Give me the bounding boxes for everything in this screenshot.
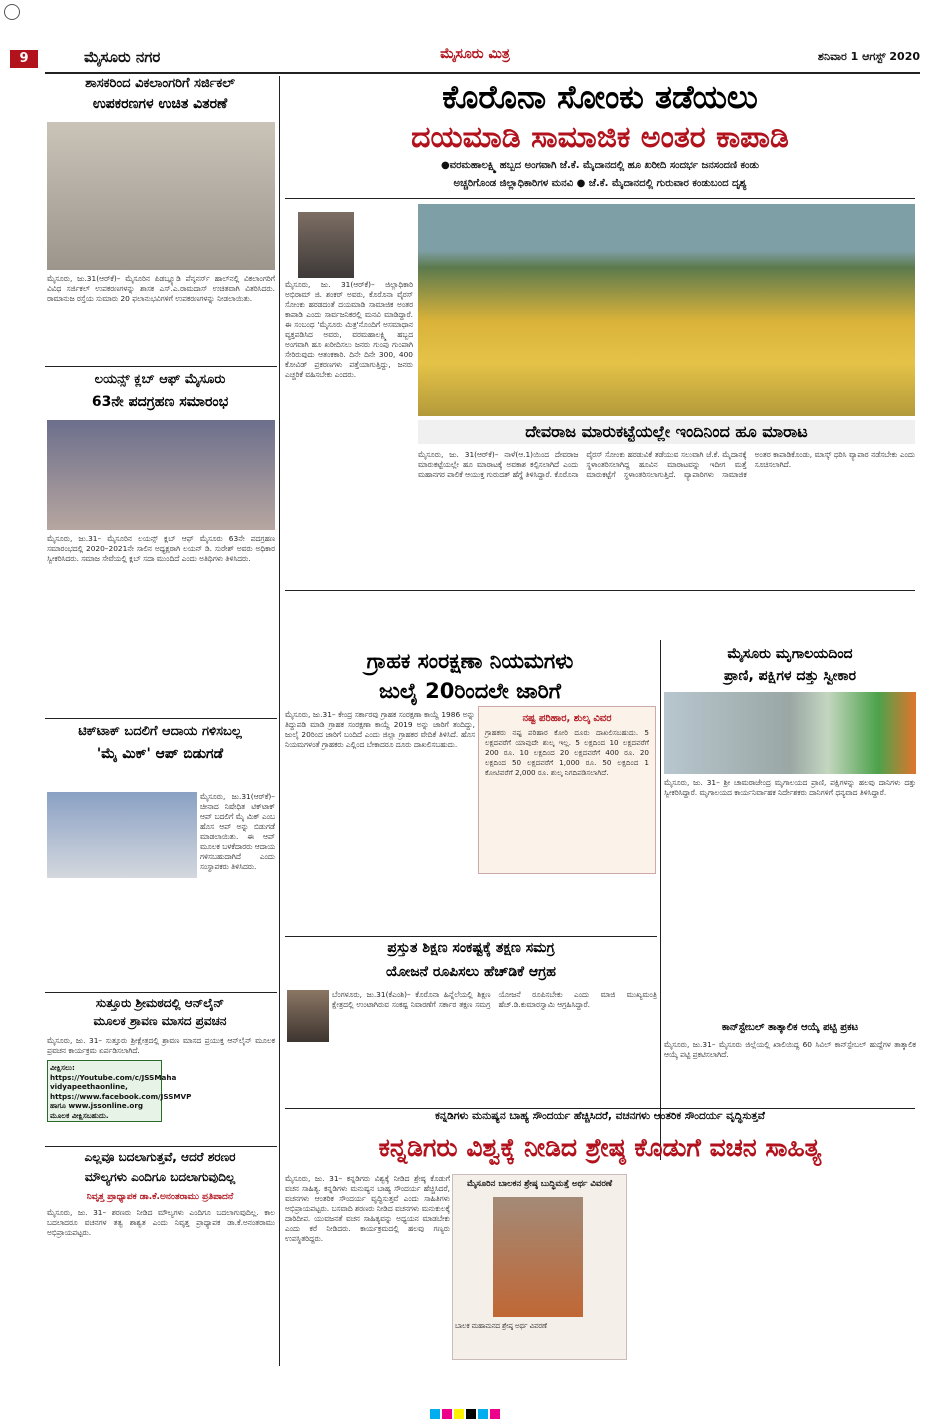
vachana-headline: ಕನ್ನಡಿಗರು ವಿಶ್ವಕ್ಕೆ ನೀಡಿದ ಶ್ರೇಷ್ಠ ಕೊಡುಗೆ ವಚನ ಸಾಹಿತ್ಯ [378,1133,822,1162]
lead-deck: ಅಚ್ಚರಿಗೊಂಡ ಜಿಲ್ಲಾಧಿಕಾರಿಗಳ ಮನವಿ ● ಜೆ.ಕೆ. ಮೈದಾನದಲ್ಲಿ ಗುರುವಾರ ಕಂಡುಬಂದ ದೃಶ್ಯ [453,178,747,189]
fee-box-body: ಗ್ರಾಹಕರು ನಷ್ಟ ಪರಿಹಾರ ಕೋರಿ ದೂರು ದಾಖಲಿಸಬಹುದು. 5 ಲಕ್ಷದವರೆಗೆ ಯಾವುದೇ ಶುಲ್ಕ ಇಲ್ಲ. 5 ಲಕ್ಷದಿಂದ 10 ಲಕ್ಷದವರೆಗೆ 200 ರೂ. 10 ಲಕ್ಷದಿಂದ 20 ಲಕ್ಷದವರೆಗೆ 400 ರೂ. 20 ಲಕ್ಷದಿಂದ 50 ಲಕ್ಷದವರೆಗೆ 1,000 ರೂ. 50 ಲಕ್ಷದಿಂದ 1 ಕೋಟಿವರೆಗೆ 2,000 ರೂ. ಶುಲ್ಕ ನಿಗದಿಪಡಿಸಲಾಗಿದೆ. [485,728,649,777]
lead-headline-red: ದಯಮಾಡಿ ಸಾಮಾಜಿಕ ಅಂತರ ಕಾಪಾಡಿ [411,120,789,155]
flower-market-body: ಮೈಸೂರು, ಜು. 31(ಆರ್‌ಕೆ)– ನಾಳೆ(ಆ.1)ಯಿಂದ ದೇವರಾಜ ಮಾರುಕಟ್ಟೆಯಲ್ಲೇ ಹೂ ಮಾರಾಟಕ್ಕೆ ಅವಕಾಶ ಕಲ್ಪಿಸಲಾಗಿದೆ ಎಂದು ಮಹಾನಗರ ಪಾಲಿಕೆ ಆಯುಕ್ತ ಗುರುದತ್ ಹೆಗ್ಡೆ ತಿಳಿಸಿದ್ದಾರೆ. ಕೊರೊನಾ ವೈರಸ್ ಸೋಂಕು ಹರಡುವಿಕೆ ತಡೆಯುವ ಸಲುವಾಗಿ ಜೆ.ಕೆ. ಮೈದಾನಕ್ಕೆ ಸ್ಥಳಾಂತರಿಸಲಾಗಿದ್ದ ಹೂವಿನ ಮಾರಾಟವನ್ನು ಇದೀಗ ಮತ್ತೆ ಮಾರುಕಟ್ಟೆಗೆ ಸ್ಥಳಾಂತರಿಸಲಾಗುತ್ತಿದೆ. ವ್ಯಾಪಾರಿಗಳು ಸಾಮಾಜಿಕ ಅಂತರ ಕಾಪಾಡಿಕೊಂಡು, ಮಾಸ್ಕ್ ಧರಿಸಿ ವ್ಯಾಪಾರ ನಡೆಸಬೇಕು ಎಂದು ಸೂಚಿಸಲಾಗಿದೆ. [418,450,915,479]
online-links-box: ವೀಕ್ಷಿಸಲು: https://Youtube.com/c/JSSMaha vidyapeethaonline, https://www.facebook.com/JSSMVP ಹಾಗೂ www.jssonline.org ಮೂಲಕ ವೀಕ್ಷಿಸಬಹುದು. [47,1060,162,1122]
zoo-headline: ಮೈಸೂರು ಮೃಗಾಲಯದಿಂದ [727,646,853,662]
collector-photo [298,212,354,278]
story-headline: ಮೌಲ್ಯಗಳು ಎಂದಿಗೂ ಬದಲಾಗುವುದಿಲ್ಲ [84,1170,236,1184]
flower-market-headline: ದೇವರಾಜ ಮಾರುಕಟ್ಟೆಯಲ್ಲೇ ಇಂದಿನಿಂದ ಹೂ ಮಾರಾಟ [418,420,915,444]
lead-body: ಮೈಸೂರು, ಜು. 31(ಆರ್‌ಕೆ)– ಜಿಲ್ಲಾಧಿಕಾರಿ ಅಭಿರಾಮ್ ಜಿ. ಶಂಕರ್ ಅವರು, ಕೊರೊನಾ ವೈರಸ್ ಸೋಂಕು ಹರಡದಂತೆ ದಯಮಾಡಿ ಸಾಮಾಜಿಕ ಅಂತರ ಕಾಪಾಡಿ ಎಂದು ಸಾರ್ವಜನಿಕರಲ್ಲಿ ಮನವಿ ಮಾಡಿದ್ದಾರೆ. ಈ ಸಂಬಂಧ 'ಮೈಸೂರು ಮಿತ್ರ'ನೊಂದಿಗೆ ಅಸಮಾಧಾನ ವ್ಯಕ್ತಪಡಿಸಿದ ಅವರು, ವರಮಹಾಲಕ್ಷ್ಮಿ ಹಬ್ಬದ ಅಂಗವಾಗಿ ಹೂ ಖರೀದಿಸಲು ಜನರು ಗುಂಪು ಗುಂಪಾಗಿ ಸೇರಿರುವುದು ಆತಂಕಕಾರಿ. ದಿನೇ ದಿನೇ 300, 400 ಕೋವಿಡ್ ಪ್ರಕರಣಗಳು ಪತ್ತೆಯಾಗುತ್ತಿದ್ದು, ಜನರು ಎಚ್ಚರಿಕೆ ವಹಿಸಬೇಕು ಎಂದರು. [285,280,413,379]
zoo-body: ಮೈಸೂರು, ಜು. 31– ಶ್ರೀ ಚಾಮರಾಜೇಂದ್ರ ಮೃಗಾಲಯದ ಪ್ರಾಣಿ, ಪಕ್ಷಿಗಳನ್ನು ಹಲವು ದಾನಿಗಳು ದತ್ತು ಸ್ವೀಕರಿಸಿದ್ದಾರೆ. ಮೃಗಾಲಯದ ಕಾರ್ಯನಿರ್ವಾಹಕ ನಿರ್ದೇಶಕರು ದಾನಿಗಳಿಗೆ ಧನ್ಯವಾದ ತಿಳಿಸಿದ್ದಾರೆ. [664,778,916,797]
surgical-equipment-photo [47,122,275,270]
vachana-body-cont [630,1174,915,1360]
lions-club-photo [47,420,275,530]
lead-headline: ಕೊರೊನಾ ಸೋಂಕು ತಡೆಯಲು [442,78,758,116]
story-headline: ಮೂಲಕ ಶ್ರಾವಣ ಮಾಸದ ಪ್ರವಚನ [93,1014,227,1028]
zoo-headline: ಪ್ರಾಣಿ, ಪಕ್ಷಿಗಳ ದತ್ತು ಸ್ವೀಕಾರ [724,668,856,684]
section-title: ಮೈಸೂರು ನಗರ [84,48,161,66]
kumaraswamy-photo [287,990,329,1042]
story-body: ಮೈಸೂರು, ಜು.31(ಆರ್‌ಕೆ)– ಮೈಸೂರಿನ ಪಿಡಬ್ಲ್ಯೂಡಿ ಪೆನ್ಶನರ್ಸ್ ಹಾಲ್‌ನಲ್ಲಿ ವಿಕಲಾಂಗರಿಗೆ ವಿವಿಧ ಸರ್ಜಿಕಲ್ ಉಪಕರಣಗಳನ್ನು ಶಾಸಕ ಎಸ್.ಎ.ರಾಮದಾಸ್ ಉಚಿತವಾಗಿ ವಿತರಿಸಿದರು. ರಾಮಾನುಜ ರಸ್ತೆಯ ಸುಮಾರು 20 ಫಲಾನುಭವಿಗಳಿಗೆ ಉಪಕರಣಗಳನ್ನು ನೀಡಲಾಯಿತು. [47,274,275,303]
boy-sidebar-title: ಮೈಸೂರಿನ ಬಾಲಕನ ಶ್ರೇಷ್ಠ ಬುದ್ಧಿಮತ್ತೆ ಅರ್ಥ ವಿವರಣೆ [466,1179,613,1189]
story-headline: ಸುತ್ತೂರು ಶ್ರೀಮಠದಲ್ಲಿ ಆನ್‌ಲೈನ್ [95,996,225,1010]
vachana-kicker: ಕನ್ನಡಿಗಳು ಮನುಷ್ಯನ ಬಾಹ್ಯ ಸೌಂದರ್ಯ ಹೆಚ್ಚಿಸಿದರೆ, ವಚನಗಳು ಆಂತರಿಕ ಸೌಂದರ್ಯ ವೃದ್ಧಿಸುತ್ತವೆ [435,1110,765,1122]
lead-body-side [356,202,412,280]
constable-headline: ಕಾನ್‌ಸ್ಟೇಬಲ್ ತಾತ್ಕಾಲಿಕ ಆಯ್ಕೆ ಪಟ್ಟಿ ಪ್ರಕಟ [721,1022,859,1033]
fee-box-title: ನಷ್ಟ ಪರಿಹಾರ, ಶುಲ್ಕ ವಿವರ [522,713,612,724]
story-body-lead [47,772,275,790]
story-body: ಮೈಸೂರು, ಜು. 31– ಸುತ್ತೂರು ಶ್ರೀಕ್ಷೇತ್ರದಲ್ಲಿ ಶ್ರಾವಣ ಮಾಸದ ಪ್ರಯುಕ್ತ ಆನ್‌ಲೈನ್ ಮೂಲಕ ಪ್ರವಚನ ಕಾರ್ಯಕ್ರಮ ಏರ್ಪಡಿಸಲಾಗಿದೆ. [47,1036,275,1055]
page-number: 9 [19,51,29,66]
story-headline: ಉಪಕರಣಗಳ ಉಚಿತ ವಿತರಣೆ [92,96,228,112]
story-headline: ಶಾಸಕರಿಂದ ವಿಕಲಾಂಗರಿಗೆ ಸರ್ಜಿಕಲ್ [85,76,235,91]
boy-photo [493,1197,583,1317]
deer-parrot-photo [664,692,916,774]
consumer-body-cont [478,878,656,934]
story-headline: 63ನೇ ಪದಗ್ರಹಣ ಸಮಾರಂಭ [91,394,229,410]
story-body: ಮೈಸೂರು, ಜು. 31– ಶರಣರು ನೀಡಿದ ಮೌಲ್ಯಗಳು ಎಂದಿಗೂ ಬದಲಾಗುವುದಿಲ್ಲ. ಕಾಲ ಬದಲಾದರೂ ವಚನಗಳ ತತ್ವ ಶಾಶ್ವತ ಎಂದು ನಿವೃತ್ತ ಪ್ರಾಧ್ಯಾಪಕ ಡಾ.ಕೆ.ಅನಂತರಾಮು ಅಭಿಪ್ರಾಯಪಟ್ಟರು. [47,1208,275,1237]
consumer-headline: ಗ್ರಾಹಕ ಸಂರಕ್ಷಣಾ ನಿಯಮಗಳು [366,649,574,673]
page-number-badge [10,50,38,68]
registration-mark [4,4,20,20]
story-headline: ಎಲ್ಲವೂ ಬದಲಾಗುತ್ತವೆ, ಆದರೆ ಶರಣರ [84,1150,236,1164]
constable-body: ಮೈಸೂರು, ಜು.31– ಮೈಸೂರು ಜಿಲ್ಲೆಯಲ್ಲಿ ಖಾಲಿಯಿದ್ದ 60 ಸಿವಿಲ್ ಕಾನ್‌ಸ್ಟೇಬಲ್ ಹುದ್ದೆಗಳ ತಾತ್ಕಾಲಿಕ ಆಯ್ಕೆ ಪಟ್ಟಿ ಪ್ರಕಟಿಸಲಾಗಿದೆ. [664,1040,916,1059]
education-headline: ಯೋಜನೆ ರೂಪಿಸಲು ಹೆಚ್‌ಡಿಕೆ ಆಗ್ರಹ [386,964,556,980]
story-headline: 'ಮೈ ಮಿಕ್' ಆಪ್ ಬಿಡುಗಡೆ [96,746,224,762]
story-body: ಮೈಸೂರು, ಜು.31– ಮೈಸೂರಿನ ಲಯನ್ಸ್ ಕ್ಲಬ್ ಆಫ್ ಮೈಸೂರು 63ನೇ ಪದಗ್ರಹಣ ಸಮಾರಂಭದಲ್ಲಿ 2020–2021ನೇ ಸಾಲಿನ ಅಧ್ಯಕ್ಷರಾಗಿ ಲಯನ್ ಡಿ. ಸುರೇಶ್ ಅವರು ಅಧಿಕಾರ ಸ್ವೀಕರಿಸಿದರು. ಸಮಾಜ ಸೇವೆಯಲ್ಲಿ ಕ್ಲಬ್ ಸದಾ ಮುಂದಿದೆ ಎಂದು ಅತಿಥಿಗಳು ತಿಳಿಸಿದರು. [47,534,275,563]
story-body-cont [166,1060,275,1140]
story-headline: ಲಯನ್ಸ್ ಕ್ಲಬ್ ಆಫ್ ಮೈಸೂರು [94,372,226,387]
column-divider [279,76,280,1366]
masthead-rule [45,72,920,74]
paper-name: ಮೈಸೂರು ಮಿತ್ರ [440,46,510,62]
education-body: ಬೆಂಗಳೂರು, ಜು.31(ಕೆಎಂಶಿ)– ಕೊರೊನಾ ಹಿನ್ನೆಲೆಯಲ್ಲಿ ಶಿಕ್ಷಣ ಕ್ಷೇತ್ರದಲ್ಲಿ ಉಂಟಾಗಿರುವ ಸಂಕಷ್ಟ ನಿವಾರಣೆಗೆ ಸರ್ಕಾರ ತಕ್ಷಣ ಸಮಗ್ರ ಯೋಜನೆ ರೂಪಿಸಬೇಕು ಎಂದು ಮಾಜಿ ಮುಖ್ಯಮಂತ್ರಿ ಹೆಚ್.ಡಿ.ಕುಮಾರಸ್ವಾಮಿ ಆಗ್ರಹಿಸಿದ್ದಾರೆ. [332,990,657,1009]
boy-sidebar [452,1174,627,1360]
story-headline: ಟಿಕ್‌ಟಾಕ್ ಬದಲಿಗೆ ಆದಾಯ ಗಳಿಸಬಲ್ಲ [78,724,242,739]
consumer-headline: ಜುಲೈ 20ರಿಂದಲೇ ಜಾರಿಗೆ [379,679,561,703]
app-launch-photo [47,792,197,878]
story-body: ಮೈಸೂರು, ಜು.31(ಆರ್‌ಕೆ)– ಚೀನಾದ ನಿಷೇಧಿತ ಟಿಕ್‌ಟಾಕ್ ಆಪ್ ಬದಲಿಗೆ ಮೈ ಮಿಕ್ ಎಂಬ ಹೊಸ ಆಪ್ ಅನ್ನು ಬಿಡುಗಡೆ ಮಾಡಲಾಯಿತು. ಈ ಆಪ್ ಮೂಲಕ ಬಳಕೆದಾರರು ಆದಾಯ ಗಳಿಸಬಹುದಾಗಿದೆ ಎಂದು ಸಂಸ್ಥಾಪಕರು ತಿಳಿಸಿದರು. [200,792,275,871]
page-date: ಶನಿವಾರ 1 ಆಗಸ್ಟ್ 2020 [817,50,920,63]
story-kicker: ನಿವೃತ್ತ ಪ್ರಾಧ್ಯಾಪಕ ಡಾ.ಕೆ.ಅನಂತರಾಮು ಪ್ರತಿಪಾದನೆ [86,1192,234,1202]
fee-info-box [478,706,656,874]
vachana-body: ಮೈಸೂರು, ಜು. 31– ಕನ್ನಡಿಗರು ವಿಶ್ವಕ್ಕೆ ನೀಡಿದ ಶ್ರೇಷ್ಠ ಕೊಡುಗೆ ವಚನ ಸಾಹಿತ್ಯ. ಕನ್ನಡಿಗಳು ಮನುಷ್ಯನ ಬಾಹ್ಯ ಸೌಂದರ್ಯ ಹೆಚ್ಚಿಸಿದರೆ, ವಚನಗಳು ಆಂತರಿಕ ಸೌಂದರ್ಯ ವೃದ್ಧಿಸುತ್ತವೆ ಎಂದು ಸಾಹಿತಿಗಳು ಅಭಿಪ್ರಾಯಪಟ್ಟರು. ಬಸವಾದಿ ಶರಣರು ನೀಡಿದ ವಚನಗಳು ಮನುಕುಲಕ್ಕೆ ದಾರಿದೀಪ. ಯುವಜನತೆ ವಚನ ಸಾಹಿತ್ಯವನ್ನು ಅಧ್ಯಯನ ಮಾಡಬೇಕು ಎಂದು ಕರೆ ನೀಡಿದರು. ಕಾರ್ಯಕ್ರಮದಲ್ಲಿ ಹಲವು ಗಣ್ಯರು ಉಪಸ್ಥಿತರಿದ್ದರು. [285,1174,450,1243]
color-registration-bar [430,1404,550,1418]
education-headline: ಪ್ರಸ್ತುತ ಶಿಕ್ಷಣ ಸಂಕಷ್ಟಕ್ಕೆ ತಕ್ಷಣ ಸಮಗ್ರ [387,940,555,956]
boy-photo-caption: ಬಾಲಕ ಮಹಾಮನದ ಶ್ರೇಷ್ಠ ಅರ್ಥ ವಿವರಣೆ [455,1322,547,1330]
lead-deck: ●ವರಮಹಾಲಕ್ಷ್ಮಿ ಹಬ್ಬದ ಅಂಗವಾಗಿ ಜೆ.ಕೆ. ಮೈದಾನದಲ್ಲಿ ಹೂ ಖರೀದಿ ಸಂದರ್ಭ ಜನಸಂದಣಿ ಕಂಡು [440,160,760,171]
flower-market-crowd-photo [418,204,915,416]
consumer-body: ಮೈಸೂರು, ಜು.31– ಕೇಂದ್ರ ಸರ್ಕಾರವು ಗ್ರಾಹಕ ಸಂರಕ್ಷಣಾ ಕಾಯ್ದೆ 1986 ಅನ್ನು ತಿದ್ದುಪಡಿ ಮಾಡಿ ಗ್ರಾಹಕ ಸಂರಕ್ಷಣಾ ಕಾಯ್ದೆ 2019 ಅನ್ನು ಜಾರಿಗೆ ತಂದಿದ್ದು, ಜುಲೈ 20ರಿಂದ ಜಾರಿಗೆ ಬಂದಿದೆ ಎಂದು ಜಿಲ್ಲಾ ಗ್ರಾಹಕರ ವೇದಿಕೆ ತಿಳಿಸಿದೆ. ಹೊಸ ನಿಯಮಗಳಂತೆ ಗ್ರಾಹಕರು ಎಲ್ಲಿಂದ ಬೇಕಾದರೂ ದೂರು ದಾಖಲಿಸಬಹುದು. [285,710,475,749]
flower-market-body-cont [418,570,915,638]
